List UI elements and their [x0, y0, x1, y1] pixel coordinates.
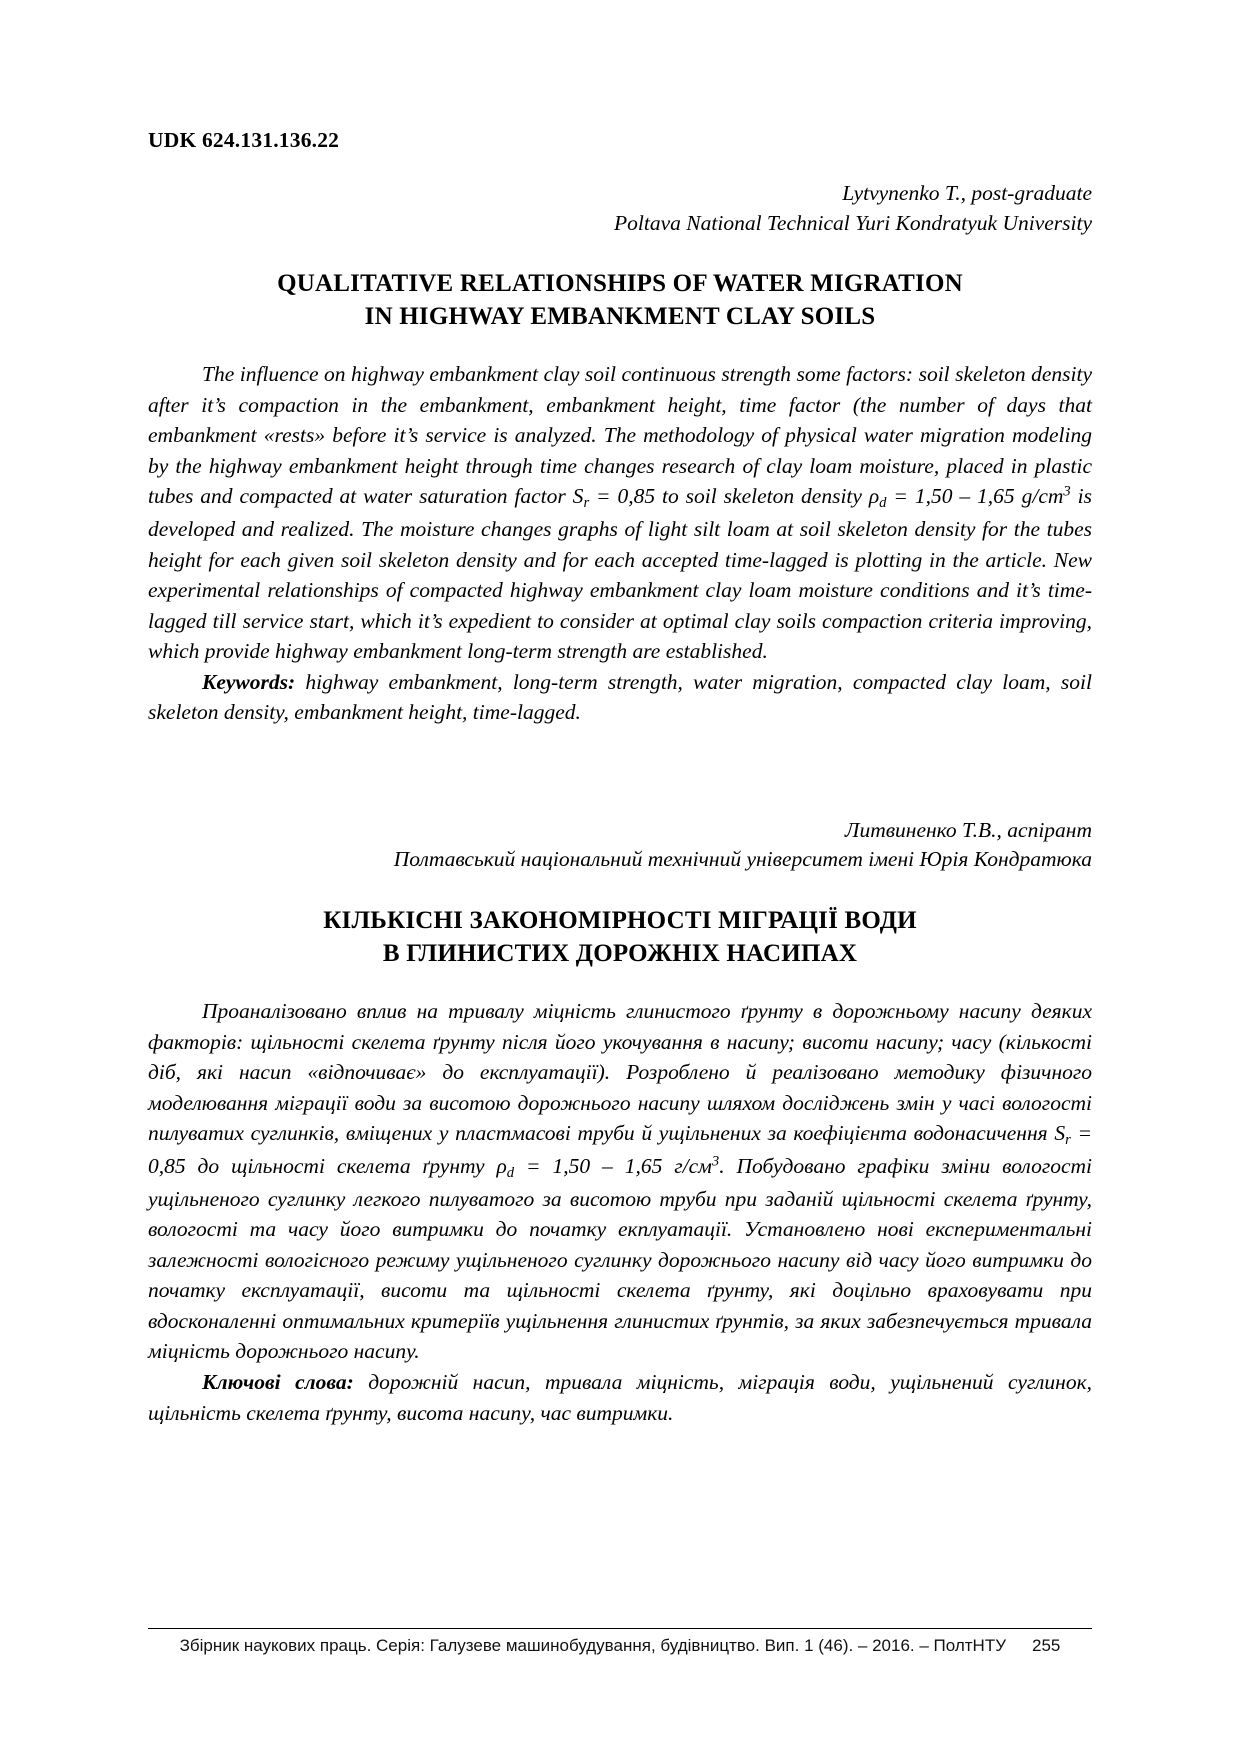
english-abstract-sub-2: d	[879, 495, 887, 512]
english-abstract-sup-1: 3	[1063, 483, 1071, 500]
ukrainian-title-line-2: В ГЛИНИСТИХ ДОРОЖНІХ НАСИПАХ	[382, 939, 858, 967]
ukrainian-keywords	[148, 1367, 1092, 1428]
english-abstract-part-4: is developed and realized. The moisture changes graphs of light silt loam at soil skeleton density for the tubes height for each given soil skeleton density and for each accepted time-lagged is plotting in the article. New experimental relationships of compacted highway embankment clay loam moisture conditions and it’s time-lagged till service start, which it’s expedient to consider at optimal clay soils compaction criteria improving, which provide highway embankment long-term strength are established.	[148, 484, 1092, 664]
udk-code: UDK 624.131.136.22	[148, 128, 340, 152]
ukrainian-abstract-sub-2: d	[506, 1165, 515, 1182]
ukrainian-keywords-text: дорожній насип, тривала міцність, міграція води, ущільнений суглинок, щільність скелета ґрунту, висота насипу, час витримки.	[148, 1369, 1092, 1425]
ukrainian-abstract-part-1: Проаналізовано вплив на тривалу міцність глинистого ґрунту в дорожньому насипу деяких факторів: щільності скелета ґрунту після його укочування в насипу; висоти насипу; часу (кількості діб, які насип «відпочиває» до експлуатації). Розроблено й реалізовано методику фізичного моделювання міграції води за висотою дорожнього насипу шляхом досліджень змін у часі вологості пилуватих суглинків, вміщених у пластмасові труби й ущільнених за коефіцієнта водонасичення S	[148, 999, 1092, 1146]
english-abstract-paragraph	[148, 359, 1092, 666]
ukrainian-author-name: Литвиненко Т.В., аспірант	[844, 817, 1092, 842]
page-footer	[148, 1628, 1092, 1656]
ukrainian-title-line-1: КІЛЬКІСНІ ЗАКОНОМІРНОСТІ МІГРАЦІЇ ВОДИ	[323, 907, 917, 935]
english-abstract-part-1: The influence on highway embankment clay soil continuous strength some factors: soil skeleton density after it’s compaction in the embankment, embankment height, time factor (the number of days that embankment «rests» before it’s service is analyzed. The methodology of physical water migration modeling by the highway embankment height through time changes research of clay loam moisture, placed in plastic tubes and compacted at water saturation factor S	[148, 362, 1092, 509]
english-abstract-part-3: = 1,50 – 1,65 g/cm	[886, 484, 1064, 509]
english-author-block	[148, 179, 1092, 238]
english-abstract-part-2: = 0,85 to soil skeleton density ρ	[589, 484, 880, 509]
english-author-name: Lytvynenko T., post-graduate	[842, 181, 1092, 205]
ukrainian-section	[148, 816, 1092, 1428]
ukrainian-abstract-part-3: = 1,50 – 1,65 г/см	[514, 1154, 712, 1179]
ukrainian-abstract-paragraph	[148, 996, 1092, 1367]
english-keywords-label: Keywords:	[202, 669, 296, 694]
footer-journal-text: Збірник наукових праць. Серія: Галузеве машинобудування, будівництво. Вип. 1 (46). – 2016. – ПолтНТУ	[179, 1636, 1007, 1655]
footer-content	[148, 1636, 1092, 1656]
ukrainian-abstract-part-4: . Побудовано графіки зміни вологості ущільненого суглинку легкого пилуватого за висотою труби при заданій щільності скелета ґрунту, вологості та часу його витримки до початку екплуатації. Установлено нові експериментальні залежності вологісного режиму ущільненого суглинку дорожнього насипу від часу його витримки до початку експлуатації, висоти та щільності скелета ґрунту, які доцільно враховувати при вдосконаленні оптимальних критеріїв ущільнення глинистих ґрунтів, за яких забезпечується тривала міцність дорожнього насипу.	[148, 1154, 1092, 1364]
section-separator	[148, 728, 1092, 816]
english-keywords	[148, 667, 1092, 728]
english-abstract-sub-1: r	[583, 495, 590, 512]
ukrainian-abstract-sub-1: r	[1065, 1132, 1071, 1149]
ukrainian-abstract-sup-1: 3	[711, 1153, 720, 1170]
english-title-line-1: QUALITATIVE RELATIONSHIPS OF WATER MIGRATION	[277, 270, 963, 298]
english-title	[148, 268, 1092, 333]
english-keywords-text: highway embankment, long-term strength, water migration, compacted clay loam, soil skeleton density, embankment height, time-lagged.	[148, 669, 1092, 725]
ukrainian-keywords-label: Ключові слова:	[202, 1369, 354, 1394]
english-affiliation: Poltava National Technical Yuri Kondratyuk University	[614, 210, 1092, 235]
ukrainian-abstract	[148, 996, 1092, 1367]
ukrainian-affiliation: Полтавський національний технічний університет імені Юрія Кондратюка	[393, 847, 1092, 872]
english-abstract	[148, 359, 1092, 666]
ukrainian-author-block	[148, 816, 1092, 875]
ukrainian-title	[148, 905, 1092, 970]
ukrainian-abstract-part-2: = 0,85 до щільності скелета ґрунту ρ	[148, 1121, 1092, 1179]
english-title-line-2: IN HIGHWAY EMBANKMENT CLAY SOILS	[364, 302, 876, 330]
footer-page-number: 255	[1032, 1636, 1061, 1655]
